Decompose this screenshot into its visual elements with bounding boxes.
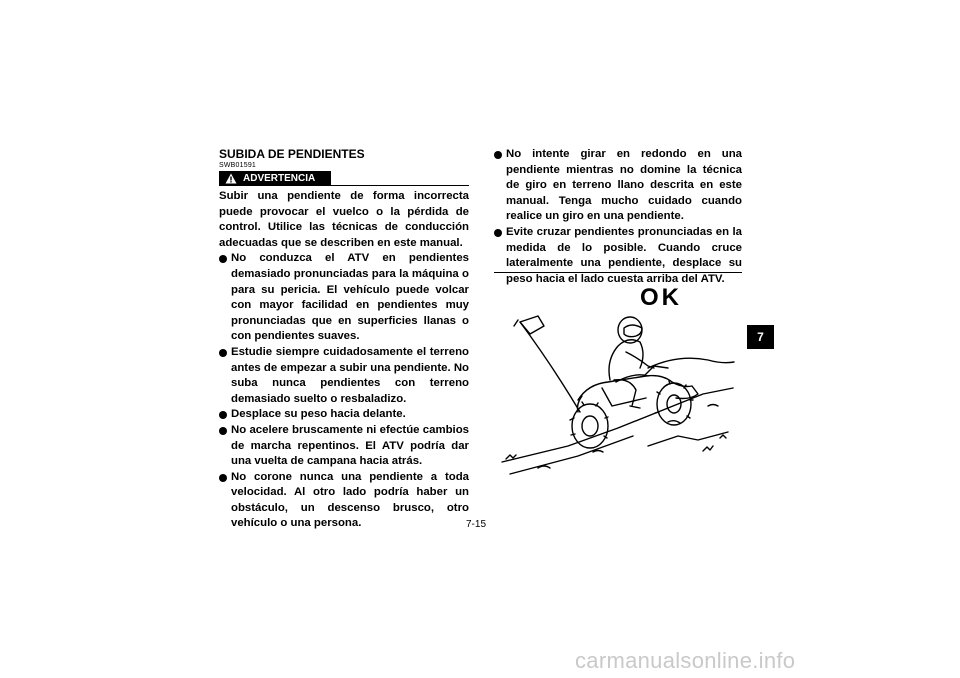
right-column [494, 147, 742, 287]
warning-header [219, 171, 331, 185]
warning-intro: Subir una pendiente de forma incorrecta puede provocar el vuelco o la pérdida de control. Utilice las técnicas de conducción adecuadas que se describen en este manual. [219, 190, 469, 249]
bullet-item: Desplace su peso hacia delante. [219, 407, 469, 423]
bullet-icon [219, 411, 227, 419]
warning-label: ADVERTENCIA [243, 172, 316, 184]
left-column [219, 189, 469, 532]
watermark: carmanualsonline.info [575, 648, 796, 673]
atv-hill-illustration [498, 296, 736, 476]
bullet-icon [219, 349, 227, 357]
bullet-icon [494, 151, 502, 159]
bullet-item: No conduzca el ATV en pendientes demasiado pronunciadas para la máquina o para su pericia. El vehículo puede volcar con mayor facilidad en pendientes muy pronunciadas que en superficies llanas o con pendientes suaves. [219, 251, 469, 345]
bullet-icon [219, 427, 227, 435]
warning-triangle-icon [225, 173, 237, 184]
section-title: SUBIDA DE PENDIENTES [219, 147, 365, 161]
bullet-item: No corone nunca una pendiente a toda velocidad. Al otro lado podría haber un obstáculo, un descenso brusco, otro vehículo o una persona. [219, 470, 469, 532]
bullet-icon [219, 474, 227, 482]
warning-divider [219, 185, 469, 186]
bullet-item: Evite cruzar pendientes pronunciadas en la medida de lo posible. Cuando cruce lateralmente una pendiente, desplace su peso hacia el lado cuesta arriba del ATV. [494, 225, 742, 287]
warning-code: SWB01591 [219, 162, 257, 169]
bullet-item: No intente girar en redondo en una pendiente mientras no domine la técnica de giro en terreno llano descrita en este manual. Tenga mucho cuidado cuando realice un giro en una pendiente. [494, 147, 742, 225]
bullet-item: Estudie siempre cuidadosamente el terreno antes de empezar a subir una pendiente. No suba nunca pendientes con terreno demasiado suelto o resbaladizo. [219, 345, 469, 407]
bullet-icon [219, 255, 227, 263]
bullet-item: No acelere bruscamente ni efectúe cambios de marcha repentinos. El ATV podría dar una vuelta de campana hacia atrás. [219, 423, 469, 470]
bullet-icon [494, 229, 502, 237]
illustration-ok-label: OK [640, 284, 682, 311]
chapter-tab: 7 [747, 325, 774, 349]
page-number: 7-15 [466, 519, 487, 530]
warning-end-rule [494, 272, 742, 273]
